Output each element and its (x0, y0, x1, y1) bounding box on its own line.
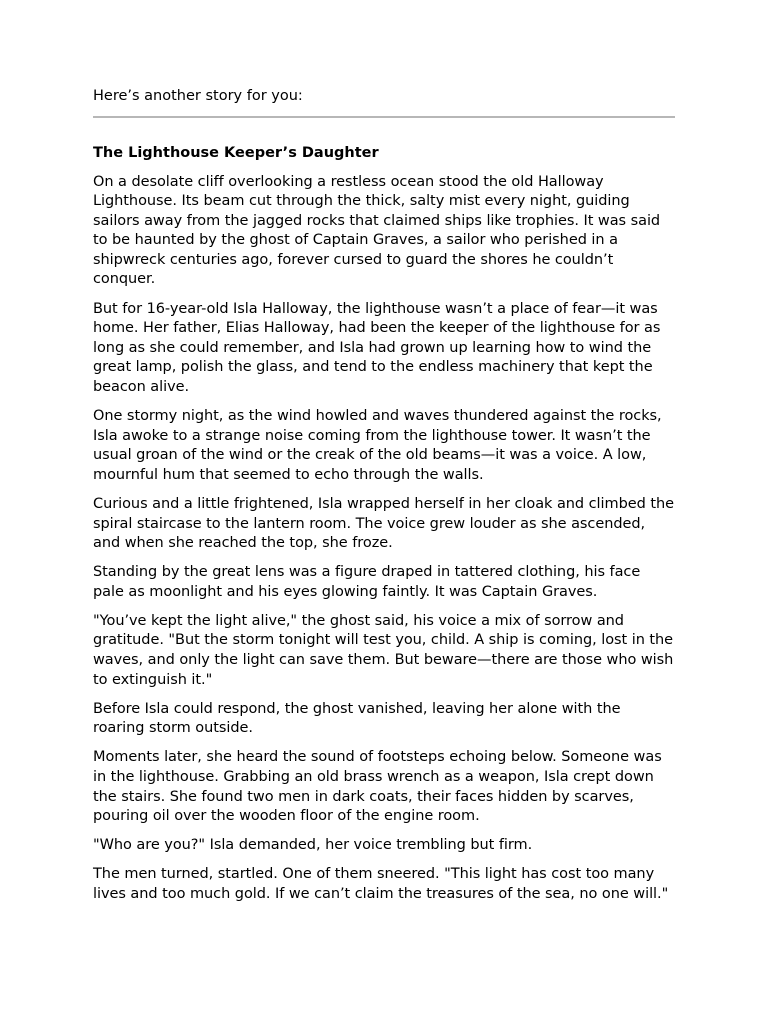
paragraph: On a desolate cliff overlooking a restless ocean stood the old Halloway Lighthouse. Its beam cut through the thick, salty mist every night, guiding sailors away from the jagged rocks that claimed ships like trophies. It was said to be haunted by the ghost of Captain Graves, a sailor who perished in a shipwreck centuries ago, forever cursed to guard the shores he couldn’t conquer. (93, 173, 661, 288)
paragraph: One stormy night, as the wind howled and waves thundered against the rocks, Isla awoke to a strange noise coming from the lighthouse tower. It wasn’t the usual groan of the wind or the creak of the old beams—it was a voice. A low, mournful hum that seemed to echo through the walls. (93, 408, 662, 483)
paragraph: But for 16-year-old Isla Halloway, the lighthouse wasn’t a place of fear—it was home. Her father, Elias Halloway, had been the keeper of the lighthouse for as long as she could remember, and Isla had grown up learning how to wind the great lamp, polish the glass, and tend to the endless machinery that kept the beacon alive. (93, 300, 661, 395)
divider (93, 116, 675, 118)
paragraph: Before Isla could respond, the ghost vanished, leaving her alone with the roaring storm outside. (93, 700, 621, 737)
paragraph: Moments later, she heard the sound of footsteps echoing below. Someone was in the lighthouse. Grabbing an old brass wrench as a weapon, Isla crept down the stairs. She found two men in dark coats, their faces hidden by scarves, pouring oil over the wooden floor of the engine room. (93, 749, 662, 825)
paragraph: The men turned, startled. One of them sneered. "This light has cost too many lives and too much gold. If we can’t claim the treasures of the sea, no one will." (93, 866, 669, 902)
paragraph: "You’ve kept the light alive," the ghost said, his voice a mix of sorrow and gratitude. "But the storm tonight will test you, child. A ship is coming, lost in the waves, and only the light can save them. But beware—there are those who wish to extinguish it." (93, 612, 674, 688)
paragraph: "Who are you?" Isla demanded, her voice trembling but firm. (93, 837, 533, 854)
paragraph: Curious and a little frightened, Isla wrapped herself in her cloak and climbed the spiral staircase to the lantern room. The voice grew louder as she ascended, and when she reached the top, she froze. (93, 495, 674, 552)
paragraph: Standing by the great lens was a figure draped in tattered clothing, his face pale as moonlight and his eyes glowing faintly. It was Captain Graves. (93, 564, 641, 600)
document-page (93, 86, 675, 905)
story-title: The Lighthouse Keeper’s Daughter (93, 145, 379, 161)
intro-text: Here’s another story for you: (93, 88, 303, 104)
